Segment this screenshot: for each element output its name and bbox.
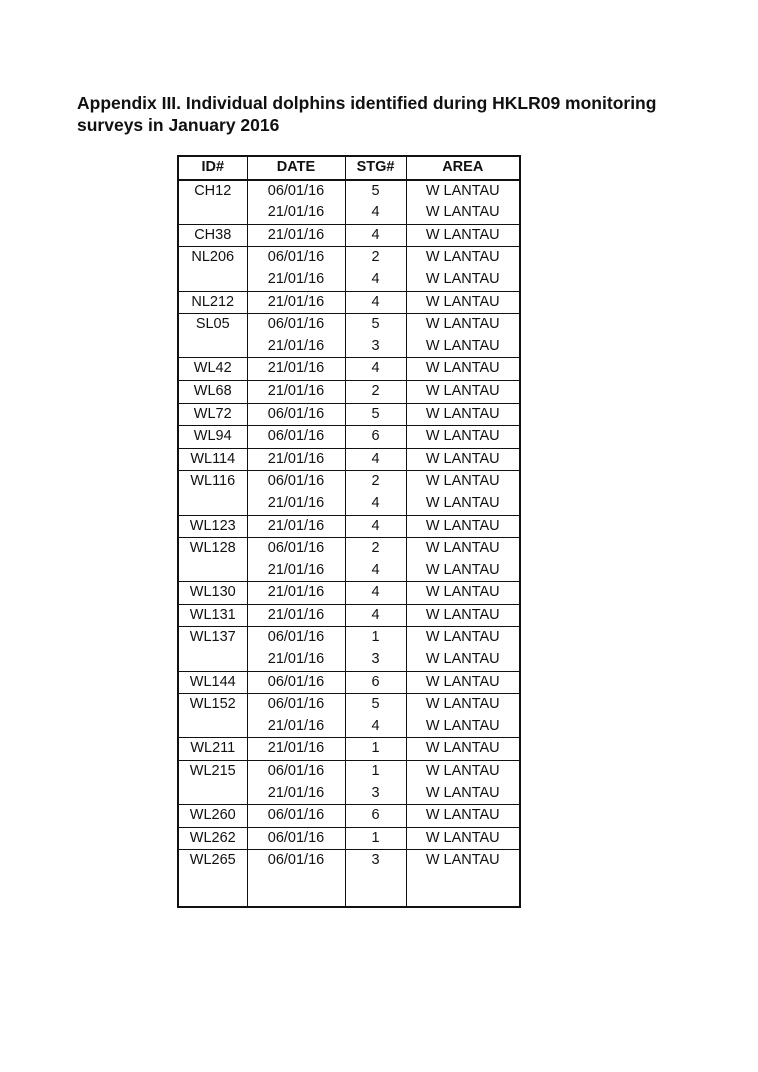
- table-row: [178, 560, 520, 582]
- cell-stg: 2: [345, 380, 406, 403]
- table-row: [178, 827, 520, 850]
- cell-area: W LANTAU: [406, 805, 520, 828]
- cell-area: W LANTAU: [406, 738, 520, 761]
- table-row: [178, 604, 520, 627]
- page-title: Appendix III. Individual dolphins identified during HKLR09 monitoring surveys in January 2016: [77, 93, 657, 135]
- cell-date: 21/01/16: [247, 515, 345, 538]
- cell-area: W LANTAU: [406, 761, 520, 783]
- cell-id: [178, 649, 247, 671]
- table-row: [178, 180, 520, 203]
- table-row: [178, 805, 520, 828]
- table-row: [178, 671, 520, 694]
- cell-date: 21/01/16: [247, 380, 345, 403]
- table-row: [178, 380, 520, 403]
- cell-stg: 4: [345, 716, 406, 738]
- header-id: ID#: [178, 156, 247, 180]
- cell-id: [178, 202, 247, 224]
- cell-stg: 4: [345, 224, 406, 247]
- cell-date: 06/01/16: [247, 426, 345, 449]
- table-row: [178, 269, 520, 291]
- cell-id: [178, 269, 247, 291]
- empty-cell: [247, 872, 345, 907]
- table-row: [178, 358, 520, 381]
- cell-id: NL212: [178, 291, 247, 314]
- cell-stg: 1: [345, 627, 406, 649]
- cell-id: WL265: [178, 850, 247, 872]
- empty-cell: [178, 872, 247, 907]
- dolphin-id-table: [177, 155, 521, 908]
- cell-stg: 2: [345, 471, 406, 493]
- cell-date: 06/01/16: [247, 538, 345, 560]
- cell-area: W LANTAU: [406, 291, 520, 314]
- cell-date: 21/01/16: [247, 269, 345, 291]
- table-row: [178, 202, 520, 224]
- cell-area: W LANTAU: [406, 380, 520, 403]
- cell-id: NL206: [178, 247, 247, 269]
- cell-date: 21/01/16: [247, 358, 345, 381]
- cell-stg: 2: [345, 538, 406, 560]
- table-row: [178, 224, 520, 247]
- cell-id: WL72: [178, 403, 247, 426]
- cell-area: W LANTAU: [406, 671, 520, 694]
- cell-date: 21/01/16: [247, 604, 345, 627]
- cell-id: WL144: [178, 671, 247, 694]
- table-row: [178, 471, 520, 493]
- cell-area: W LANTAU: [406, 202, 520, 224]
- cell-stg: 4: [345, 515, 406, 538]
- cell-area: W LANTAU: [406, 827, 520, 850]
- table-row: [178, 336, 520, 358]
- cell-stg: 5: [345, 180, 406, 203]
- cell-stg: 4: [345, 269, 406, 291]
- cell-id: SL05: [178, 314, 247, 336]
- table-row: [178, 247, 520, 269]
- cell-area: W LANTAU: [406, 358, 520, 381]
- cell-id: WL260: [178, 805, 247, 828]
- cell-area: W LANTAU: [406, 783, 520, 805]
- cell-id: WL123: [178, 515, 247, 538]
- cell-area: W LANTAU: [406, 247, 520, 269]
- cell-date: 06/01/16: [247, 827, 345, 850]
- table-row: [178, 538, 520, 560]
- cell-stg: 1: [345, 761, 406, 783]
- cell-area: W LANTAU: [406, 493, 520, 515]
- cell-area: W LANTAU: [406, 538, 520, 560]
- cell-stg: 3: [345, 649, 406, 671]
- cell-area: W LANTAU: [406, 426, 520, 449]
- cell-stg: 3: [345, 783, 406, 805]
- empty-cell: [345, 872, 406, 907]
- cell-date: 06/01/16: [247, 180, 345, 203]
- cell-area: W LANTAU: [406, 515, 520, 538]
- cell-id: [178, 336, 247, 358]
- cell-date: 06/01/16: [247, 471, 345, 493]
- cell-date: 06/01/16: [247, 761, 345, 783]
- table-row: [178, 403, 520, 426]
- cell-date: 06/01/16: [247, 671, 345, 694]
- table-row: [178, 291, 520, 314]
- cell-area: W LANTAU: [406, 649, 520, 671]
- cell-area: W LANTAU: [406, 224, 520, 247]
- cell-stg: 3: [345, 336, 406, 358]
- cell-stg: 5: [345, 403, 406, 426]
- cell-stg: 6: [345, 671, 406, 694]
- table-row: [178, 694, 520, 716]
- table-row: [178, 783, 520, 805]
- cell-stg: 2: [345, 247, 406, 269]
- cell-stg: 4: [345, 604, 406, 627]
- cell-area: W LANTAU: [406, 336, 520, 358]
- table-row: [178, 493, 520, 515]
- cell-stg: 5: [345, 314, 406, 336]
- cell-date: 06/01/16: [247, 403, 345, 426]
- cell-date: 21/01/16: [247, 560, 345, 582]
- cell-area: W LANTAU: [406, 560, 520, 582]
- table-row: [178, 426, 520, 449]
- cell-stg: 4: [345, 493, 406, 515]
- cell-date: 06/01/16: [247, 314, 345, 336]
- header-stg: STG#: [345, 156, 406, 180]
- cell-stg: 4: [345, 448, 406, 471]
- cell-date: 06/01/16: [247, 805, 345, 828]
- cell-stg: 1: [345, 738, 406, 761]
- cell-id: WL215: [178, 761, 247, 783]
- cell-date: 21/01/16: [247, 291, 345, 314]
- cell-stg: 5: [345, 694, 406, 716]
- cell-stg: 4: [345, 358, 406, 381]
- table-header-row: [178, 156, 520, 180]
- cell-date: 06/01/16: [247, 627, 345, 649]
- table-row: [178, 314, 520, 336]
- cell-area: W LANTAU: [406, 627, 520, 649]
- cell-id: [178, 493, 247, 515]
- cell-stg: 6: [345, 426, 406, 449]
- cell-id: [178, 560, 247, 582]
- cell-area: W LANTAU: [406, 269, 520, 291]
- cell-stg: 4: [345, 560, 406, 582]
- cell-stg: 6: [345, 805, 406, 828]
- cell-date: 21/01/16: [247, 224, 345, 247]
- table-row: [178, 627, 520, 649]
- cell-area: W LANTAU: [406, 403, 520, 426]
- table-row: [178, 850, 520, 872]
- cell-date: 21/01/16: [247, 336, 345, 358]
- cell-stg: 4: [345, 202, 406, 224]
- cell-id: WL68: [178, 380, 247, 403]
- cell-id: WL137: [178, 627, 247, 649]
- cell-date: 21/01/16: [247, 202, 345, 224]
- cell-stg: 4: [345, 582, 406, 605]
- cell-id: WL116: [178, 471, 247, 493]
- cell-id: WL152: [178, 694, 247, 716]
- cell-id: WL42: [178, 358, 247, 381]
- cell-id: WL114: [178, 448, 247, 471]
- cell-area: W LANTAU: [406, 716, 520, 738]
- cell-date: 21/01/16: [247, 493, 345, 515]
- cell-stg: 1: [345, 827, 406, 850]
- cell-date: 06/01/16: [247, 850, 345, 872]
- cell-area: W LANTAU: [406, 180, 520, 203]
- cell-id: WL131: [178, 604, 247, 627]
- cell-area: W LANTAU: [406, 582, 520, 605]
- table-body: [178, 180, 520, 907]
- cell-area: W LANTAU: [406, 448, 520, 471]
- table-row: [178, 738, 520, 761]
- header-date: DATE: [247, 156, 345, 180]
- cell-id: [178, 716, 247, 738]
- cell-id: WL130: [178, 582, 247, 605]
- cell-stg: 4: [345, 291, 406, 314]
- cell-date: 21/01/16: [247, 448, 345, 471]
- cell-area: W LANTAU: [406, 471, 520, 493]
- cell-id: CH38: [178, 224, 247, 247]
- table-padding-row: [178, 872, 520, 907]
- cell-date: 06/01/16: [247, 694, 345, 716]
- cell-area: W LANTAU: [406, 604, 520, 627]
- cell-id: WL94: [178, 426, 247, 449]
- cell-date: 06/01/16: [247, 247, 345, 269]
- table-row: [178, 716, 520, 738]
- cell-area: W LANTAU: [406, 694, 520, 716]
- table-row: [178, 515, 520, 538]
- cell-id: [178, 783, 247, 805]
- cell-id: WL262: [178, 827, 247, 850]
- table-row: [178, 761, 520, 783]
- cell-id: WL211: [178, 738, 247, 761]
- cell-area: W LANTAU: [406, 314, 520, 336]
- table-row: [178, 649, 520, 671]
- table-row: [178, 448, 520, 471]
- cell-date: 21/01/16: [247, 582, 345, 605]
- header-area: AREA: [406, 156, 520, 180]
- cell-date: 21/01/16: [247, 649, 345, 671]
- table-row: [178, 582, 520, 605]
- cell-id: WL128: [178, 538, 247, 560]
- cell-stg: 3: [345, 850, 406, 872]
- cell-date: 21/01/16: [247, 738, 345, 761]
- cell-date: 21/01/16: [247, 716, 345, 738]
- cell-id: CH12: [178, 180, 247, 203]
- cell-date: 21/01/16: [247, 783, 345, 805]
- cell-area: W LANTAU: [406, 850, 520, 872]
- empty-cell: [406, 872, 520, 907]
